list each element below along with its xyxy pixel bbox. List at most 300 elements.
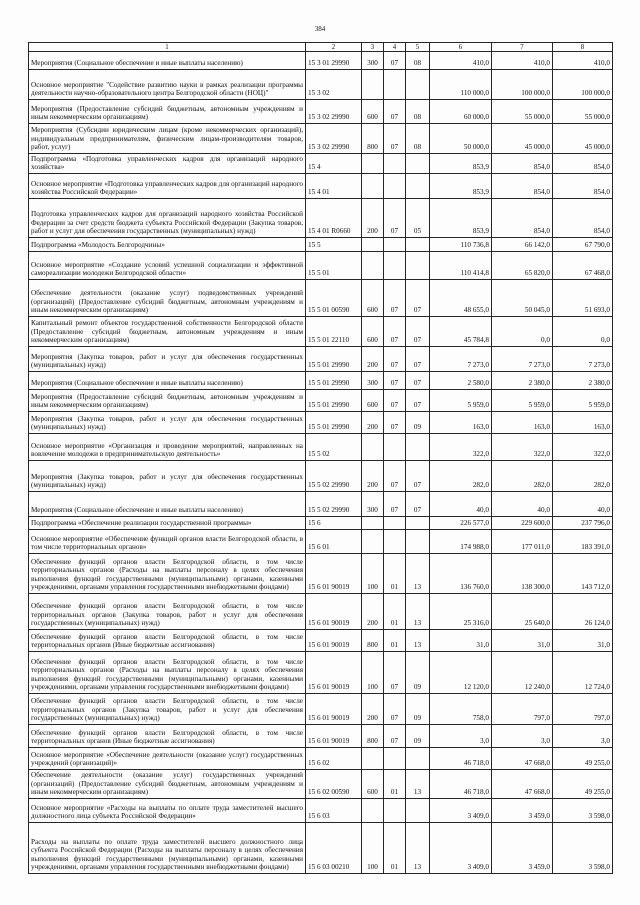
amount-col6-cell — [430, 347, 492, 372]
expense-type-text: 600 — [367, 335, 378, 344]
amount-col8-text: 26 124,0 — [584, 618, 610, 627]
amount-col7-cell — [492, 530, 553, 554]
table-row — [29, 434, 613, 461]
section-cell — [384, 372, 406, 390]
subsection-cell — [406, 594, 430, 630]
name-text: Обеспечение функций органов власти Белгородской области, в том числе территориальных органов (Иные бюджетные ассигнования) — [31, 728, 303, 745]
section-cell — [384, 434, 406, 461]
expense-type-cell — [362, 770, 384, 799]
amount-col6-text: 282,0 — [472, 480, 489, 489]
amount-col6-cell — [430, 492, 492, 517]
section-header-cell — [384, 43, 406, 52]
target-code-text: 15 3 02 29990 — [308, 142, 350, 151]
amount-col7-text: 138 300,0 — [521, 582, 550, 591]
amount-col6-text: 5 959,0 — [467, 400, 489, 409]
target-code-cell — [306, 199, 362, 238]
subsection-text: 07 — [413, 360, 422, 369]
name-cell — [29, 238, 306, 252]
amount-col7-cell — [492, 52, 553, 70]
amount-col7-cell — [492, 492, 553, 517]
target-code-text: 15 5 01 29990 — [308, 422, 350, 431]
expense-type-cell — [362, 124, 384, 154]
expense-type-cell — [362, 347, 384, 372]
section-text: 07 — [390, 360, 399, 369]
column-number: 3 — [370, 43, 375, 51]
section-text: 07 — [390, 713, 399, 722]
name-text: Основное мероприятие «Расходы на выплаты по оплате труда заместителей высшего должностного лица субъекта Российской Федерации» — [31, 803, 303, 820]
amount-col7-cell — [492, 412, 553, 434]
amount-col7-cell — [492, 770, 553, 799]
target-code-cell — [306, 70, 362, 100]
name-cell — [29, 434, 306, 461]
table-row — [29, 174, 613, 199]
name-cell — [29, 372, 306, 390]
target-code-cell — [306, 517, 362, 530]
amount-col8-cell — [553, 630, 613, 652]
section-cell — [384, 347, 406, 372]
amount-col6-text: 410,0 — [472, 58, 489, 67]
subsection-cell — [406, 492, 430, 517]
name-text: Мероприятия (Закупка товаров, работ и услуг для обеспечения государственных (муниципальных) нужд) — [31, 414, 303, 431]
table-row — [29, 412, 613, 434]
amount-col6-cell — [430, 70, 492, 100]
subsection-text: 13 — [413, 618, 422, 627]
amount-col7-cell — [492, 694, 553, 725]
name-cell — [29, 630, 306, 652]
section-text: 07 — [390, 422, 399, 431]
name-text: Обеспечение функций органов власти Белгородской области, в том числе территориальных органов (Иные бюджетные ассигнования) — [31, 632, 303, 649]
subsection-cell — [406, 52, 430, 70]
subsection-cell — [406, 390, 430, 412]
amount-col6-text: 3 409,0 — [467, 811, 489, 820]
amount-col7-text: 3 459,0 — [528, 811, 550, 820]
expense-type-cell — [362, 52, 384, 70]
amount-col7-text: 55 000,0 — [524, 112, 550, 121]
subsection-cell — [406, 347, 430, 372]
amount-col8-text: 67 790,0 — [584, 240, 610, 249]
amount-col8-cell — [553, 725, 613, 748]
section-cell — [384, 252, 406, 280]
subsection-text: 07 — [413, 305, 422, 314]
expense-type-cell — [362, 434, 384, 461]
section-cell — [384, 530, 406, 554]
amount-col6-text: 758,0 — [472, 713, 489, 722]
amount-col8-text: 55 000,0 — [584, 112, 610, 121]
name-cell — [29, 748, 306, 770]
expense-type-cell — [362, 694, 384, 725]
amount-col8-cell — [553, 434, 613, 461]
expense-type-text: 200 — [367, 618, 378, 627]
amount-col7-cell — [492, 70, 553, 100]
name-cell — [29, 725, 306, 748]
target-code-cell — [306, 154, 362, 174]
table-row — [29, 100, 613, 124]
name-cell — [29, 799, 306, 823]
name-cell — [29, 252, 306, 280]
subsection-text: 13 — [413, 582, 422, 591]
amount-col6-cell — [430, 630, 492, 652]
amount-col6-cell — [430, 652, 492, 694]
table-row — [29, 280, 613, 317]
amount-col6-text: 2 580,0 — [467, 378, 489, 387]
target-code-text: 15 5 02 29990 — [308, 480, 350, 489]
amount-col7-text: 177 011,0 — [521, 542, 550, 551]
name-cell — [29, 517, 306, 530]
subsection-text: 09 — [413, 713, 422, 722]
name-cell — [29, 530, 306, 554]
table-row — [29, 530, 613, 554]
section-cell — [384, 124, 406, 154]
section-text: 07 — [390, 226, 399, 235]
amount-col6-text: 3 409,0 — [467, 862, 489, 871]
amount-col7-cell — [492, 554, 553, 594]
target-code-cell — [306, 372, 362, 390]
amount-col8-text: 5 959,0 — [588, 400, 610, 409]
amount-col7-header-cell — [492, 43, 553, 52]
name-cell — [29, 70, 306, 100]
name-cell — [29, 770, 306, 799]
expense-type-text: 800 — [367, 640, 378, 649]
target-code-cell — [306, 434, 362, 461]
subsection-cell — [406, 799, 430, 823]
expense-type-cell — [362, 725, 384, 748]
subsection-cell — [406, 124, 430, 154]
amount-col8-cell — [553, 492, 613, 517]
target-code-text: 15 3 02 — [308, 88, 330, 97]
amount-col8-text: 3 598,0 — [588, 811, 610, 820]
subsection-cell — [406, 174, 430, 199]
section-text: 07 — [390, 142, 399, 151]
amount-col6-text: 853,9 — [472, 187, 489, 196]
amount-col8-text: 183 391,0 — [581, 542, 610, 551]
target-code-text: 15 4 01 — [308, 187, 330, 196]
amount-col7-text: 229 600,0 — [521, 518, 550, 527]
amount-col6-cell — [430, 154, 492, 174]
subsection-cell — [406, 823, 430, 874]
amount-col6-cell — [430, 52, 492, 70]
target-code-text: 15 5 — [308, 240, 321, 249]
amount-col8-cell — [553, 748, 613, 770]
amount-col7-cell — [492, 748, 553, 770]
amount-col7-text: 100 000,0 — [521, 88, 550, 97]
subsection-cell — [406, 554, 430, 594]
target-code-text: 15 5 01 — [308, 268, 330, 277]
expense-type-cell — [362, 594, 384, 630]
expense-type-cell — [362, 823, 384, 874]
target-code-cell — [306, 770, 362, 799]
amount-col8-header-cell — [553, 43, 613, 52]
amount-col8-cell — [553, 372, 613, 390]
subsection-text: 09 — [413, 682, 422, 691]
section-text: 01 — [390, 787, 399, 796]
amount-col8-text: 0,0 — [601, 335, 610, 344]
amount-col7-text: 50 045,0 — [524, 305, 550, 314]
amount-col6-text: 136 760,0 — [460, 582, 489, 591]
subsection-text: 05 — [413, 226, 422, 235]
amount-col6-cell — [430, 530, 492, 554]
subsection-cell — [406, 238, 430, 252]
amount-col8-cell — [553, 390, 613, 412]
name-text: Обеспечение деятельности (оказание услуг) подведомственных учреждений (организаций) (Предоставление субсидий бюджетным, автономным учреждениям и иным некоммерческим организациям) — [31, 289, 303, 314]
table-row — [29, 461, 613, 492]
amount-col7-text: 3,0 — [541, 736, 550, 745]
amount-col7-text: 854,0 — [533, 226, 550, 235]
amount-col8-cell — [553, 770, 613, 799]
subsection-cell — [406, 412, 430, 434]
amount-col8-text: 51 693,0 — [584, 305, 610, 314]
name-text: Мероприятия (Социальное обеспечение и иные выплаты населению) — [31, 378, 243, 387]
target-code-cell — [306, 280, 362, 317]
amount-col6-text: 40,0 — [476, 505, 489, 514]
subsection-text: 07 — [413, 505, 422, 514]
target-code-text: 15 3 02 29990 — [308, 112, 350, 121]
section-cell — [384, 461, 406, 492]
section-text: 07 — [390, 505, 399, 514]
column-number: 8 — [580, 43, 585, 51]
expense-type-cell — [362, 630, 384, 652]
section-text: 07 — [390, 58, 399, 67]
target-code-text: 15 6 03 00210 — [308, 862, 350, 871]
table-row — [29, 594, 613, 630]
amount-col6-cell — [430, 434, 492, 461]
amount-col7-cell — [492, 799, 553, 823]
amount-col7-cell — [492, 238, 553, 252]
amount-col6-text: 25 316,0 — [463, 618, 489, 627]
target-code-text: 15 6 02 — [308, 758, 330, 767]
name-text: Основное мероприятие «Обеспечение функций органов власти Белгородской области, в том числе территориальных органов» — [31, 534, 303, 551]
subsection-cell — [406, 725, 430, 748]
target-code-text: 15 6 — [308, 518, 321, 527]
name-cell — [29, 154, 306, 174]
name-header-cell — [29, 43, 306, 52]
target-code-text: 15 5 01 22110 — [308, 335, 350, 344]
expense-type-cell — [362, 154, 384, 174]
subsection-cell — [406, 70, 430, 100]
target-code-text: 15 6 03 — [308, 811, 330, 820]
amount-col8-text: 237 796,0 — [581, 518, 610, 527]
name-text: Подпрограмма «Подготовка управленческих кадров для организаций народного хозяйства» — [31, 154, 303, 171]
amount-col8-text: 854,0 — [593, 226, 610, 235]
target-code-cell — [306, 100, 362, 124]
name-cell — [29, 554, 306, 594]
subsection-text: 08 — [413, 112, 422, 121]
subsection-text: 13 — [413, 862, 422, 871]
amount-col6-cell — [430, 372, 492, 390]
name-text: Подпрограмма «Обеспечение реализации государственной программы» — [31, 518, 252, 527]
expense-type-text: 600 — [367, 112, 378, 121]
amount-col7-cell — [492, 280, 553, 317]
amount-col6-text: 45 784,8 — [463, 335, 489, 344]
expense-type-cell — [362, 412, 384, 434]
amount-col7-text: 322,0 — [533, 449, 550, 458]
amount-col7-cell — [492, 124, 553, 154]
amount-col8-text: 7 273,0 — [588, 360, 610, 369]
target-code-cell — [306, 554, 362, 594]
name-cell — [29, 174, 306, 199]
name-cell — [29, 347, 306, 372]
section-cell — [384, 748, 406, 770]
expense-type-text: 100 — [367, 862, 378, 871]
name-cell — [29, 694, 306, 725]
table-row — [29, 124, 613, 154]
column-number: 2 — [331, 43, 336, 51]
amount-col6-text: 174 988,0 — [460, 542, 489, 551]
amount-col8-cell — [553, 100, 613, 124]
amount-col6-cell — [430, 748, 492, 770]
expense-type-text: 600 — [367, 400, 378, 409]
section-text: 07 — [390, 400, 399, 409]
subsection-text: 07 — [413, 378, 422, 387]
section-cell — [384, 694, 406, 725]
target-code-cell — [306, 799, 362, 823]
amount-col6-header-cell — [430, 43, 492, 52]
amount-col6-cell — [430, 725, 492, 748]
name-text: Основное мероприятие «Обеспечение деятельности (оказание услуг) государственных учреждений (организаций)» — [31, 750, 303, 767]
amount-col8-text: 410,0 — [593, 58, 610, 67]
amount-col7-cell — [492, 390, 553, 412]
name-text: Мероприятия (Предоставление субсидий бюджетным, автономным учреждениям и иным некоммерческим организациям) — [31, 392, 303, 409]
subsection-cell — [406, 199, 430, 238]
amount-col6-text: 110 000,0 — [460, 88, 489, 97]
amount-col7-text: 3 459,0 — [528, 862, 550, 871]
subsection-cell — [406, 434, 430, 461]
section-text: 07 — [390, 682, 399, 691]
amount-col6-cell — [430, 390, 492, 412]
target-code-cell — [306, 412, 362, 434]
name-text: Подготовка управленческих кадров для организаций народного хозяйства Российской Федерации за счет средств бюджета субъекта Российской Федерации (Закупка товаров, работ и услуг для обеспечения государственных (муниципальных) нужд) — [31, 210, 303, 235]
amount-col8-text: 49 255,0 — [584, 758, 610, 767]
name-text: Обеспечение функций органов власти Белгородской области, в том числе территориальных органов (Расходы на выплаты персоналу в целях обеспечения выполнения функций государственными (муниципальными) органами, казенными учреждениями, органами управления государственными внебюджетными фондами) — [31, 558, 303, 591]
expense-type-cell — [362, 554, 384, 594]
target-code-text: 15 5 02 — [308, 449, 330, 458]
subsection-text: 08 — [413, 142, 422, 151]
amount-col8-cell — [553, 124, 613, 154]
amount-col8-text: 45 000,0 — [584, 142, 610, 151]
amount-col7-cell — [492, 434, 553, 461]
expense-type-cell — [362, 252, 384, 280]
target-code-cell — [306, 694, 362, 725]
name-text: Мероприятия (Социальное обеспечение и иные выплаты населению) — [31, 58, 243, 67]
table-row — [29, 823, 613, 874]
amount-col7-text: 282,0 — [533, 480, 550, 489]
section-cell — [384, 52, 406, 70]
expense-type-cell — [362, 238, 384, 252]
expense-type-cell — [362, 461, 384, 492]
name-text: Мероприятия (Предоставление субсидий бюджетным, автономным учреждениям и иным некоммерческим организациям) — [31, 104, 303, 121]
amount-col8-cell — [553, 517, 613, 530]
amount-col8-text: 2 380,0 — [588, 378, 610, 387]
amount-col6-text: 60 000,0 — [463, 112, 489, 121]
table-row — [29, 630, 613, 652]
name-cell — [29, 412, 306, 434]
name-text: Мероприятия (Социальное обеспечение и иные выплаты населению) — [31, 505, 243, 514]
name-text: Капитальный ремонт объектов государственной собственности Белгородской области (Предоставление субсидий бюджетным, автономным учреждениям и иным некоммерческим организациям) — [31, 319, 303, 344]
section-cell — [384, 100, 406, 124]
target-code-text: 15 6 01 90019 — [308, 736, 350, 745]
name-text: Обеспечение функций органов власти Белгородской области, в том числе территориальных органов (Закупка товаров, работ и услуг для обеспечения государственных (муниципальных) нужд) — [31, 602, 303, 627]
target-code-cell — [306, 461, 362, 492]
amount-col7-text: 66 142,0 — [524, 240, 550, 249]
amount-col8-text: 854,0 — [593, 187, 610, 196]
expense-type-cell — [362, 517, 384, 530]
table-row — [29, 748, 613, 770]
subsection-text: 09 — [413, 736, 422, 745]
target-code-cell — [306, 594, 362, 630]
amount-col7-text: 25 640,0 — [524, 618, 550, 627]
amount-col7-text: 31,0 — [537, 640, 550, 649]
amount-col7-text: 5 959,0 — [528, 400, 550, 409]
amount-col6-cell — [430, 412, 492, 434]
target-code-cell — [306, 252, 362, 280]
section-cell — [384, 238, 406, 252]
name-cell — [29, 461, 306, 492]
target-code-text: 15 6 01 90019 — [308, 682, 350, 691]
name-text: Обеспечение функций органов власти Белгородской области, в том числе территориальных органов (Расходы на выплаты персоналу в целях обеспечения выполнения функций государственными (муниципальными) органами, казенными учреждениями, органами управления государственными внебюджетными фондами) — [31, 658, 303, 691]
expense-type-text: 200 — [367, 422, 378, 431]
section-cell — [384, 412, 406, 434]
amount-col8-text: 100 000,0 — [581, 88, 610, 97]
amount-col7-text: 40,0 — [537, 505, 550, 514]
subsection-text: 07 — [413, 480, 422, 489]
name-cell — [29, 199, 306, 238]
section-cell — [384, 280, 406, 317]
section-text: 07 — [390, 480, 399, 489]
expense-type-text: 800 — [367, 142, 378, 151]
table-row — [29, 390, 613, 412]
amount-col8-text: 67 468,0 — [584, 268, 610, 277]
expense-type-text: 100 — [367, 582, 378, 591]
amount-col6-text: 7 273,0 — [467, 360, 489, 369]
table-row — [29, 317, 613, 347]
name-cell — [29, 280, 306, 317]
section-text: 01 — [390, 582, 399, 591]
name-cell — [29, 652, 306, 694]
amount-col6-cell — [430, 317, 492, 347]
page-number: 384 — [314, 25, 326, 33]
amount-col8-cell — [553, 652, 613, 694]
column-number: 4 — [392, 43, 397, 51]
amount-col8-cell — [553, 530, 613, 554]
amount-col6-text: 163,0 — [472, 422, 489, 431]
column-number: 7 — [520, 43, 524, 51]
expense-type-text: 300 — [367, 58, 378, 67]
amount-col7-cell — [492, 823, 553, 874]
amount-col6-cell — [430, 594, 492, 630]
target-code-cell — [306, 52, 362, 70]
name-cell — [29, 594, 306, 630]
expense-type-cell — [362, 70, 384, 100]
section-cell — [384, 317, 406, 347]
table-row — [29, 492, 613, 517]
target-code-text: 15 6 01 90019 — [308, 640, 350, 649]
amount-col6-cell — [430, 252, 492, 280]
amount-col7-cell — [492, 154, 553, 174]
expense-type-cell — [362, 372, 384, 390]
amount-col8-cell — [553, 412, 613, 434]
amount-col6-text: 3,0 — [480, 736, 489, 745]
section-text: 07 — [390, 305, 399, 314]
amount-col8-cell — [553, 252, 613, 280]
target-code-cell — [306, 630, 362, 652]
target-code-cell — [306, 492, 362, 517]
name-text: Основное мероприятие «Создание условий успешной социализации и эффективной самореализации молодежи Белгородской области» — [31, 260, 303, 277]
amount-col7-cell — [492, 725, 553, 748]
target-code-cell — [306, 530, 362, 554]
table-header-row — [29, 43, 613, 52]
target-code-text: 15 5 01 29990 — [308, 400, 350, 409]
amount-col6-cell — [430, 199, 492, 238]
amount-col8-text: 797,0 — [593, 713, 610, 722]
